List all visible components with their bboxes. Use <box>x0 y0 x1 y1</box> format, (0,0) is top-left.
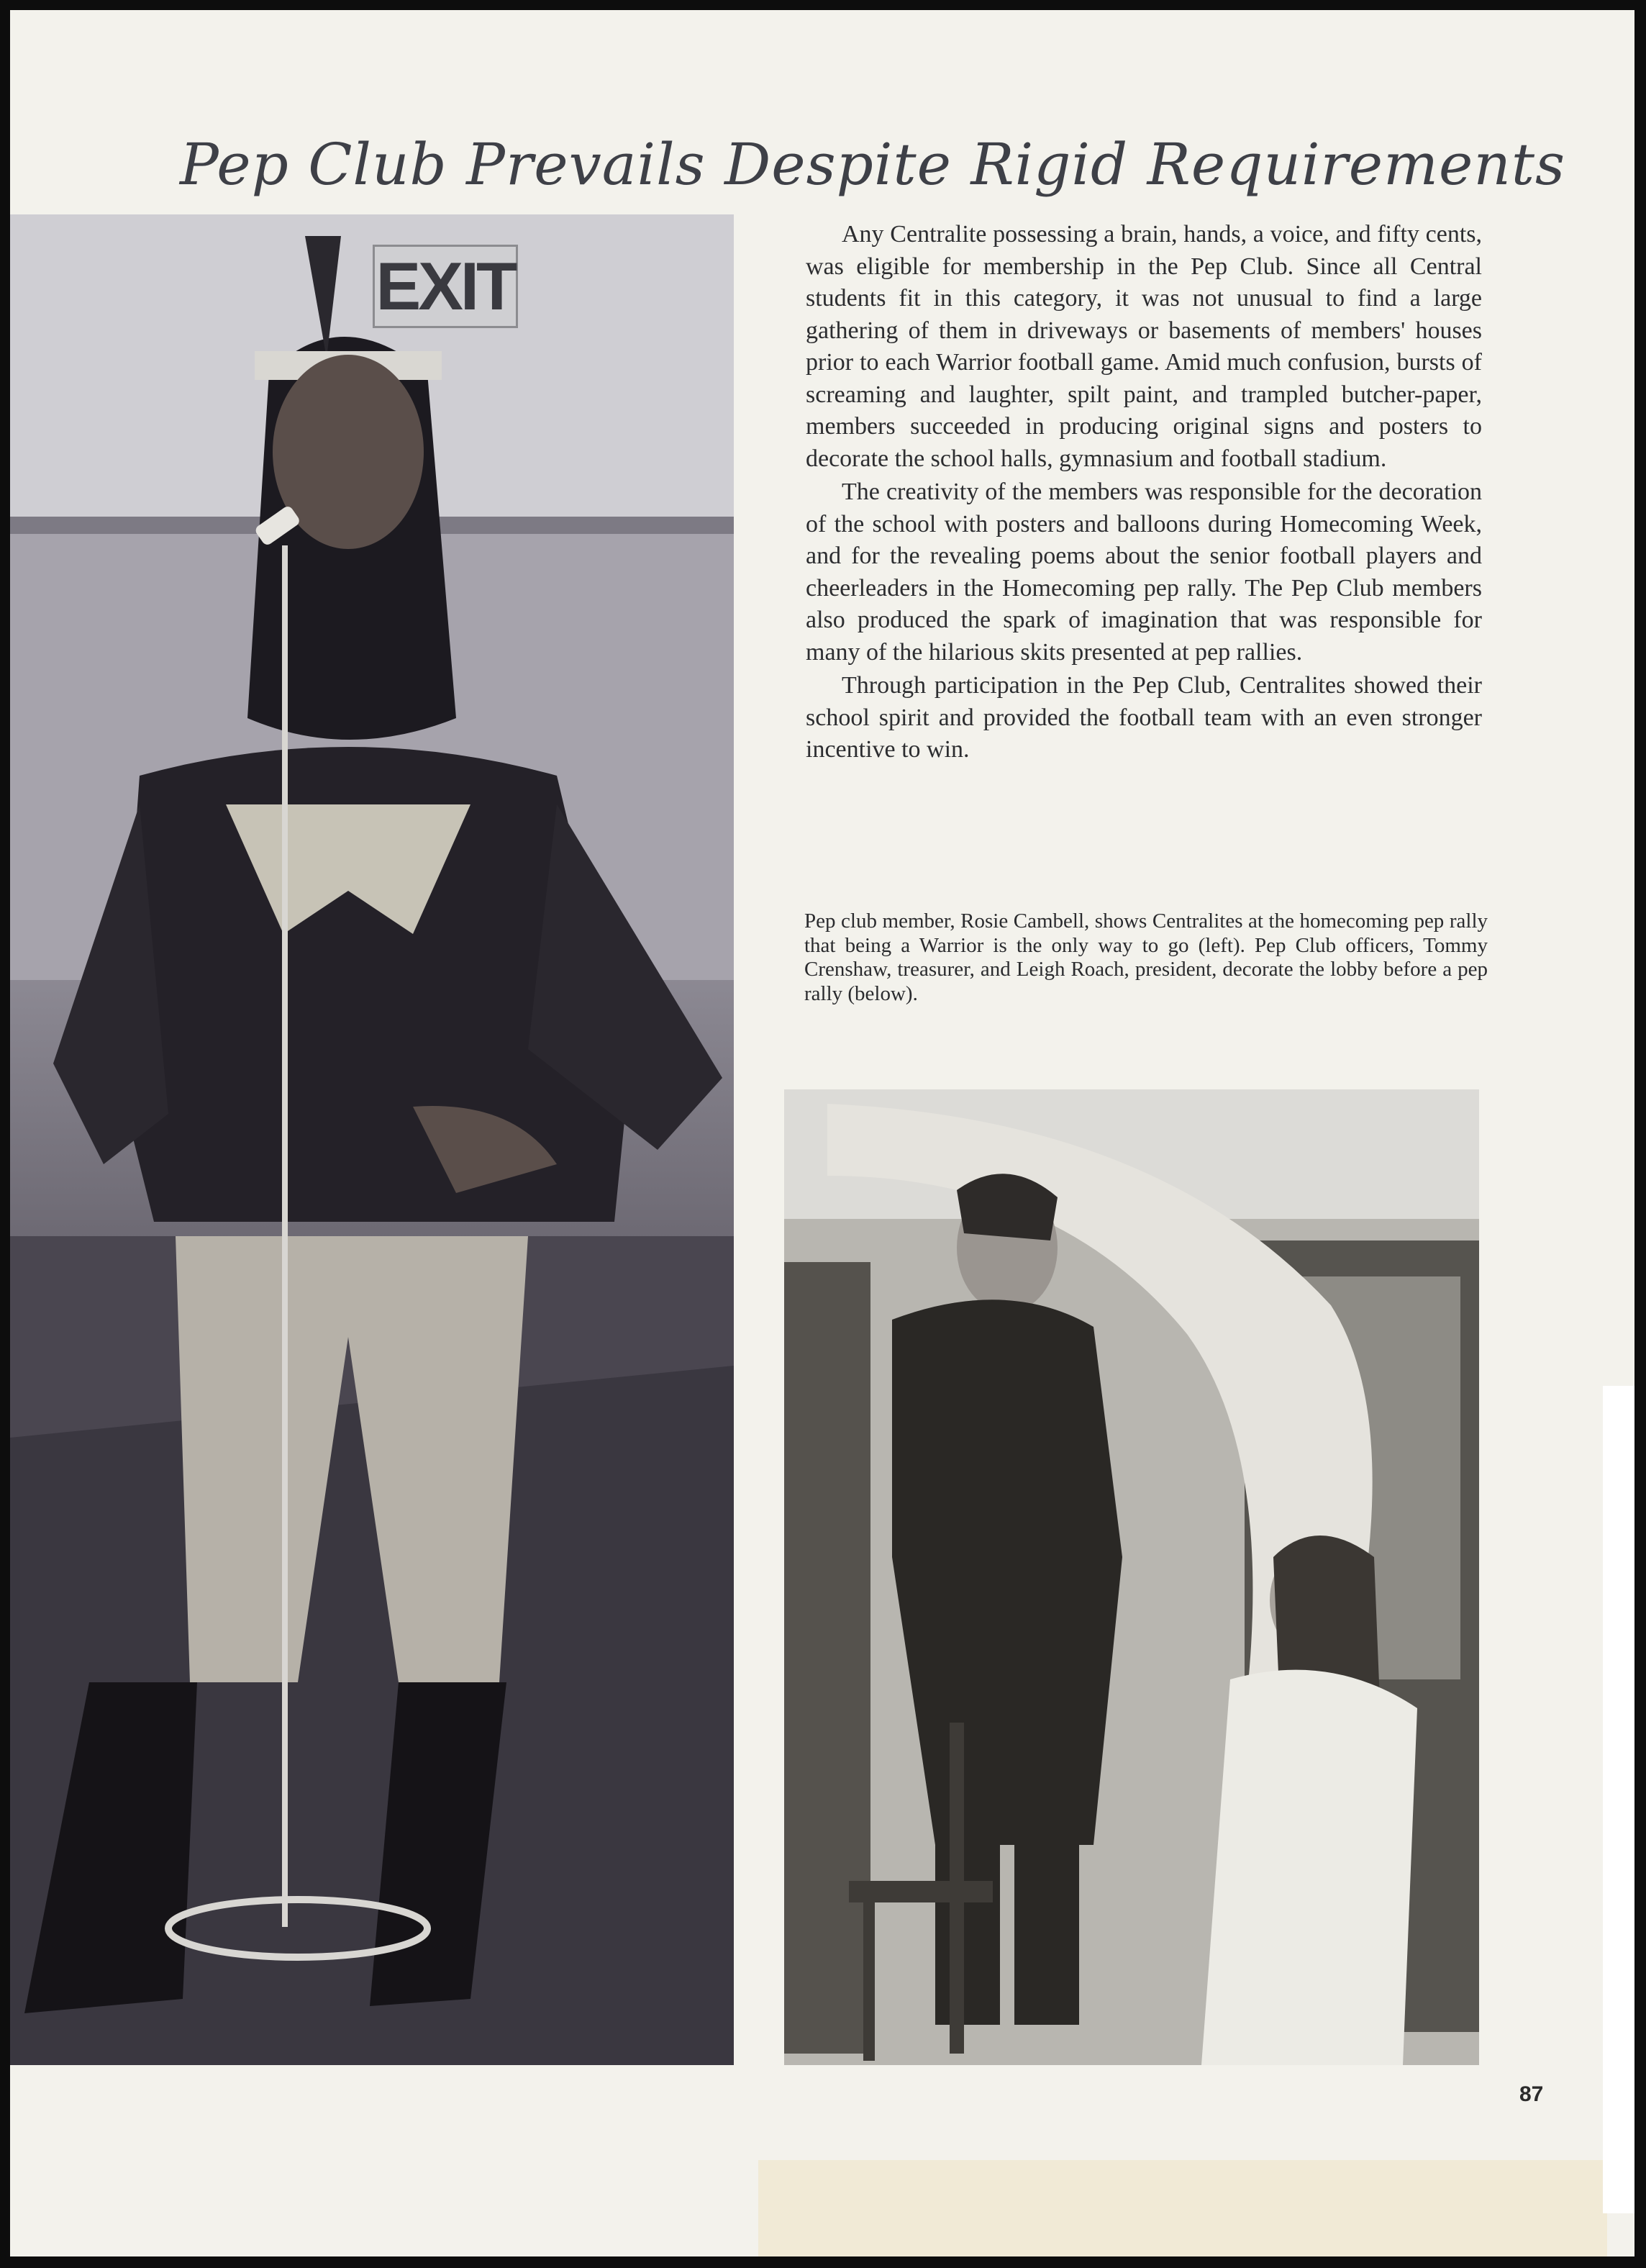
performer-photo-illustration <box>10 214 734 2065</box>
article-body <box>806 219 1482 768</box>
page-number: 87 <box>1519 2082 1544 2106</box>
article-paragraph: Through participation in the Pep Club, Centralites showed their school spirit and provided the football team with an even stronger incentive to win. <box>806 672 1482 763</box>
yearbook-page <box>10 10 1634 2256</box>
page-edge-tab <box>1603 1386 1634 2213</box>
lobby-decorating-photo <box>784 1089 1479 2065</box>
page-bottom-tint <box>758 2160 1607 2256</box>
article-paragraph: The creativity of the members was responsible for the decoration of the school with posters and balloons during Homecoming Week, and for the revealing poems about the senior football players and cheerleaders in the Homecoming pep rally. The Pep Club members also produced the spark of imagination that was responsible for many of the hilarious skits presented at pep rallies. <box>806 478 1482 666</box>
lobby-photo-illustration <box>784 1089 1479 2065</box>
page-title: Pep Club Prevails Despite Rigid Requirements <box>180 131 1566 198</box>
pep-rally-performer-photo <box>10 214 734 2065</box>
photo-caption: Pep club member, Rosie Cambell, shows Centralites at the homecoming pep rally that being a Warrior is the only way to go (left). Pep Club officers, Tommy Crenshaw, treasurer, and Leigh Roach, president, decorate the lobby before a pep rally (below). <box>804 910 1488 1005</box>
exit-sign: EXIT <box>373 245 518 328</box>
article-paragraph: Any Centralite possessing a brain, hands, a voice, and fifty cents, was eligible for membership in the Pep Club. Since all Central students fit in this category, it was not unusual to find a large gathering of them in driveways or basements of members' houses prior to each Warrior football game. Amid much confusion, bursts of screaming and laughter, spilt paint, and trampled butcher-paper, members succeeded in producing original signs and posters to decorate the school halls, gymnasium and football stadium. <box>806 221 1482 472</box>
